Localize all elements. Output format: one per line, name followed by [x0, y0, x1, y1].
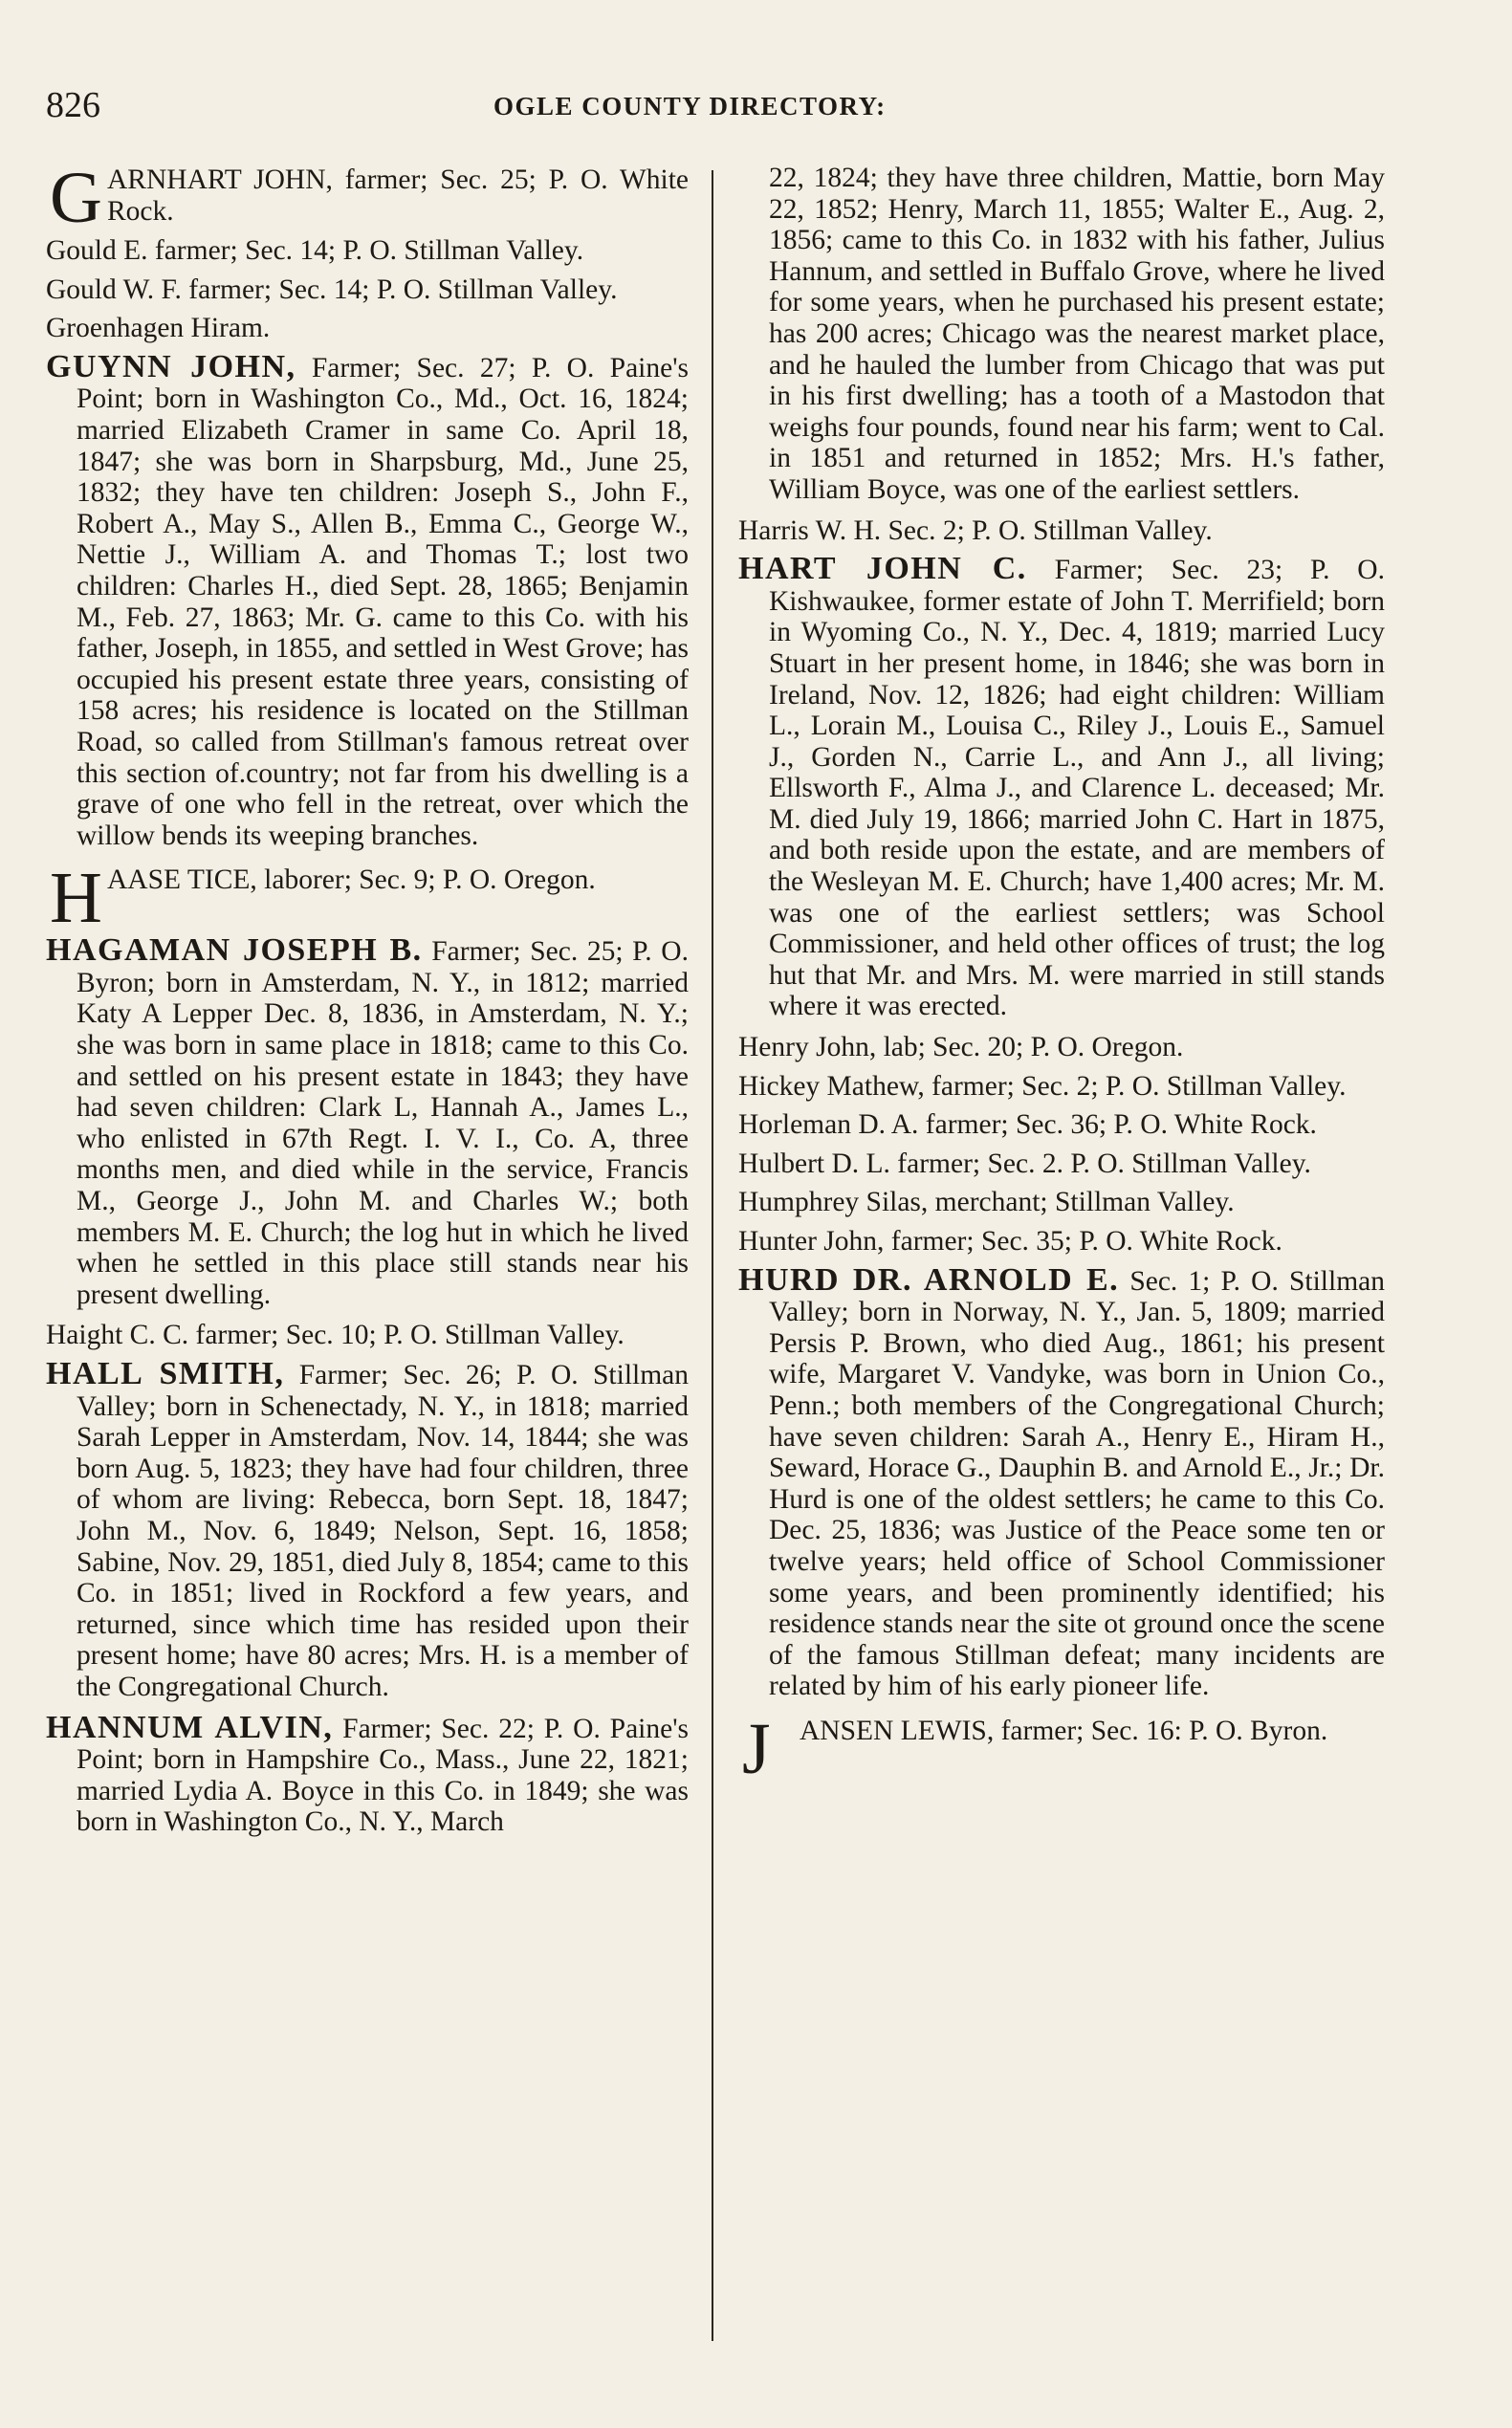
- drop-cap-initial: J: [742, 1708, 771, 1789]
- directory-entry-hulbert: Hulbert D. L. farmer; Sec. 2. P. O. Stillman Valley.: [738, 1148, 1311, 1179]
- entry-name: GUYNN JOHN,: [46, 348, 296, 384]
- directory-entry-haase: [46, 858, 689, 939]
- directory-entry-hart: [738, 551, 1385, 1022]
- entry-text: ANSEN LEWIS, farmer; Sec. 16: P. O. Byron.: [800, 1715, 1328, 1746]
- directory-entry-harris: Harris W. H. Sec. 2; P. O. Stillman Valley.: [738, 514, 1213, 546]
- entry-text: Farmer; Sec. 25; P. O. Byron; born in Amsterdam, N. Y., in 1812; married Katy A Lepper Dec. 8, 1836, in Amsterdam, N. Y.; she was born in same place in 1818; came to this Co. and settled on his present estate in 1843; they have had seven children: Clark L, Hannah A., James L., who enlisted in 67th Regt. I. V. I., Co. A, three months men, and died while in the service, Francis M., George J., John M. and Charles W.; both members M. E. Church; the log hut in which he lived when he settled in this place still stands near his present dwelling.: [77, 936, 689, 1310]
- column-divider: [712, 170, 713, 2341]
- entry-name: HALL SMITH,: [46, 1356, 285, 1391]
- page-header: [46, 84, 1404, 132]
- directory-entry-haight: Haight C. C. farmer; Sec. 10; P. O. Stillman Valley.: [46, 1320, 625, 1351]
- directory-entry-hickey: Hickey Mathew, farmer; Sec. 2; P. O. Stillman Valley.: [738, 1070, 1347, 1102]
- entry-text: Farmer; Sec. 22; P. O. Paine's Point; born in Hampshire Co., Mass., June 22, 1821; married Lydia A. Boyce in this Co. in 1849; she was born in Washington Co., N. Y., March: [77, 1713, 690, 1838]
- drop-cap-initial: H: [50, 858, 102, 939]
- directory-entry-hagaman: [46, 932, 689, 1310]
- entry-text: ARNHART JOHN, farmer; Sec. 25; P. O. White Rock.: [107, 164, 689, 227]
- directory-entry-humphrey: Humphrey Silas, merchant; Stillman Valley.: [738, 1187, 1235, 1218]
- directory-entry-hurd: [738, 1261, 1385, 1702]
- right-column: [738, 163, 1385, 1789]
- directory-entry-garnhart: [46, 158, 689, 238]
- entry-text: Farmer; Sec. 27; P. O. Paine's Point; born in Washington Co., Md., Oct. 16, 1824; married Elizabeth Cramer in same Co. April 18, 1847; she was born in Sharpsburg, Md., June 25, 1832; they have ten children: Joseph S., John F., Robert A., May S., Allen B., Emma C., George W., Nettie J., William A. and Thomas T.; lost two children: Charles H., died Sept. 28, 1865; Benjamin M., Feb. 27, 1863; Mr. G. came to this Co. with his father, Joseph, in 1855, and settled in West Grove; has occupied his present estate three years, consisting of 158 acres; his residence is located on the Stillman Road, so called from Stillman's famous retreat over this section of.country; not far from his dwelling is a grave of one who fell in the retreat, over which the willow bends its weeping branches.: [77, 352, 689, 851]
- directory-entry-horleman: Horleman D. A. farmer; Sec. 36; P. O. White Rock.: [738, 1109, 1317, 1141]
- directory-entry-hall: [46, 1356, 690, 1703]
- directory-entry-gould-w: Gould W. F. farmer; Sec. 14; P. O. Stillman Valley.: [46, 273, 618, 305]
- entry-text: Farmer; Sec. 26; P. O. Stillman Valley; born in Schenectady, N. Y., in 1818; married Sarah Lepper in Amsterdam, Nov. 14, 1844; she was born Aug. 5, 1823; they have had four children, three of whom are living: Rebecca, born Sept. 18, 1847; John M., Nov. 6, 1849; Nelson, Sept. 16, 1858; Sabine, Nov. 29, 1851, died July 8, 1854; came to this Co. in 1851; lived in Rockford a few years, and returned, since which time has resided upon their present home; have 80 acres; Mrs. H. is a member of the Congregational Church.: [77, 1360, 690, 1702]
- entry-name: HURD DR. ARNOLD E.: [738, 1261, 1120, 1298]
- directory-entry-guynn: [46, 348, 689, 852]
- directory-entry-hunter: Hunter John, farmer; Sec. 35; P. O. White Rock.: [738, 1226, 1282, 1257]
- drop-cap-initial: G: [50, 158, 102, 238]
- entry-name: HANNUM ALVIN,: [46, 1709, 334, 1745]
- directory-entry-groenhagen: Groenhagen Hiram.: [46, 313, 271, 344]
- directory-entry-jansen: [738, 1708, 1385, 1789]
- directory-entry-henry: Henry John, lab; Sec. 20; P. O. Oregon.: [738, 1032, 1184, 1063]
- entry-name: HAGAMAN JOSEPH B.: [46, 932, 423, 969]
- directory-entry-gould-e: Gould E. farmer; Sec. 14; P. O. Stillman Valley.: [46, 235, 584, 266]
- entry-text: Farmer; Sec. 23; P. O. Kishwaukee, former estate of John T. Merrifield; born in Wyoming Co., N. Y., Dec. 4, 1819; married Lucy Stuart in her present home, in 1846; she was born in Ireland, Nov. 12, 1826; had eight children: William L., Lorain M., Louisa C., Riley J., Louis E., Samuel J., Gorden N., Carrie L., and Ann J., all living; Ellsworth F., Alma J., and Clarence L. deceased; Mr. M. died July 19, 1866; married John C. Hart in 1875, and both reside upon the estate, and are members of the Wesleyan M. E. Church; have 1,400 acres; Mr. M. was one of the earliest settlers; was School Commissioner, and held other offices of trust; the log hut that Mr. and Mrs. M. were married in still stands where it was erected.: [769, 555, 1385, 1022]
- entry-name: HART JOHN C.: [738, 551, 1027, 587]
- page-number: 826: [46, 85, 100, 125]
- directory-entry-hannum: [46, 1709, 690, 1838]
- entry-text: AASE TICE, laborer; Sec. 9; P. O. Oregon.: [107, 864, 596, 896]
- entry-text: Sec. 1; P. O. Stillman Valley; born in Norway, N. Y., Jan. 5, 1809; married Persis P. Brown, who died Aug., 1861; his present wife, Margaret V. Vandyke, was born in Union Co., Penn.; both members of the Congregational Church; have seven children: Sarah A., Henry E., Hiram H., Seward, Horace G., Dauphin B. and Arnold E., Jr.; Dr. Hurd is one of the oldest settlers; he came to this Co. Dec. 25, 1836; was Justice of the Peace some ten or twelve years; held office of School Commissioner some years, and been prominently identified; his residence stands near the site ot ground once the scene of the famous Stillman defeat; many incidents are related by him of his early pioneer life.: [769, 1265, 1385, 1702]
- running-title: OGLE COUNTY DIRECTORY:: [493, 92, 887, 120]
- left-column: [46, 158, 690, 1846]
- directory-entry-hannum-continued: 22, 1824; they have three children, Mattie, born May 22, 1852; Henry, March 11, 1855; Walter E., Aug. 2, 1856; came to this Co. in 1832 with his father, Julius Hannum, and settled in Buffalo Grove, where he lived for some years, when he purchased his present estate; has 200 acres; Chicago was the nearest market place, and he hauled the lumber from Chicago that was put in his first dwelling; has a tooth of a Mastodon that weighs four pounds, found near his farm; went to Cal. in 1851 and returned in 1852; Mrs. H.'s father, William Boyce, was one of the earliest settlers.: [769, 163, 1385, 505]
